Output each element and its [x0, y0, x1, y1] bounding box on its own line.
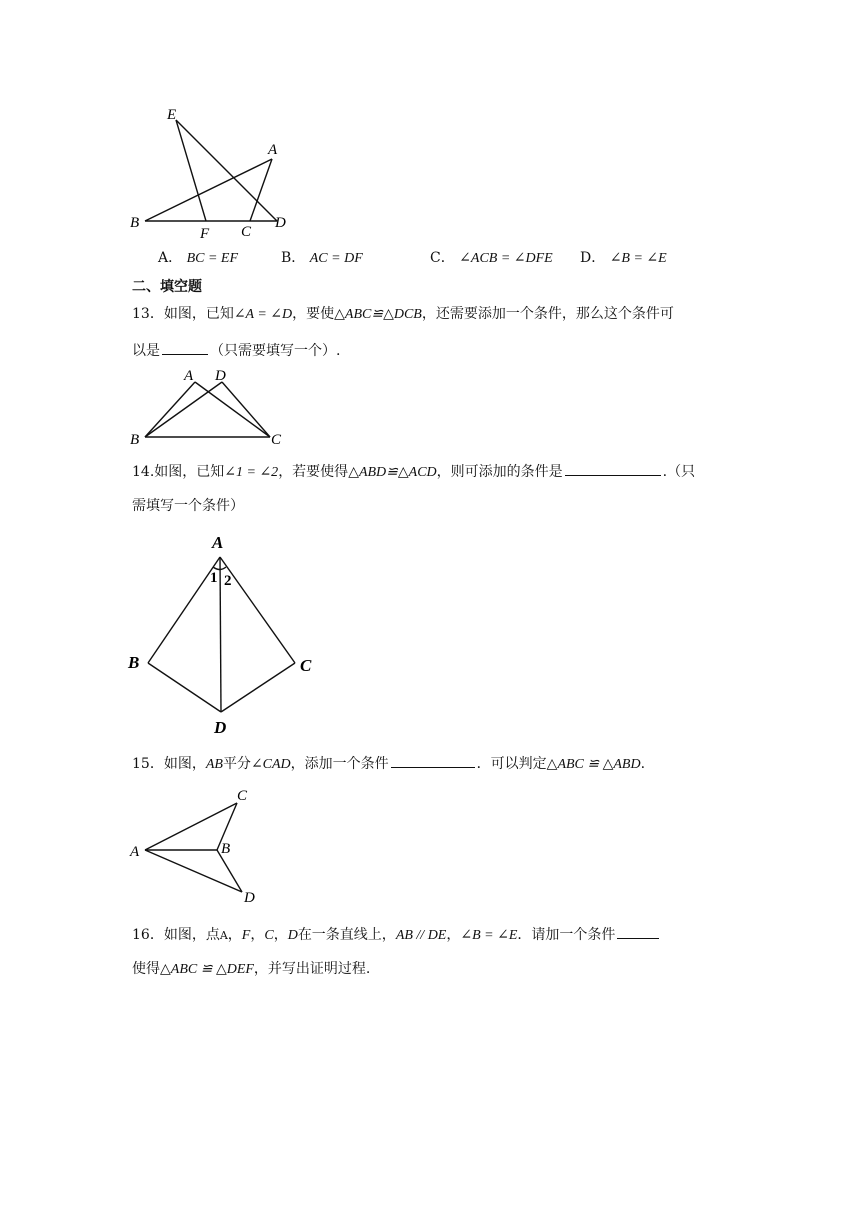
q15-answer-blank[interactable]: [391, 753, 475, 768]
q13-line1: 13．如图，已知∠A = ∠D，要使△ABC≌△DCB，还需要添加一个条件，那么这个条件可: [132, 306, 674, 322]
q14-answer-blank[interactable]: [565, 461, 661, 476]
segment-cd: [221, 663, 295, 712]
label-f: F: [200, 226, 210, 240]
label-c: C: [271, 432, 282, 448]
label-e: E: [167, 107, 177, 123]
label-a: A: [212, 533, 224, 552]
q14-line1: 14.如图，已知∠1 = ∠2，若要使得△ABD≌△ACD，则可添加的条件是 .（只: [132, 461, 695, 483]
q12-option-c: C． ∠ACB = ∠DFE: [430, 250, 553, 266]
segment-dc: [222, 382, 270, 437]
q16-answer-blank[interactable]: [617, 924, 659, 939]
q13-line2: 以是 （只需要填写一个）.: [132, 340, 340, 361]
q13-answer-blank[interactable]: [162, 340, 208, 355]
figure-q15: [125, 785, 275, 910]
label-d: D: [275, 215, 286, 231]
label-a: A: [130, 844, 140, 860]
label-c: C: [300, 656, 312, 675]
figure-q14: [120, 530, 330, 740]
label-d: D: [215, 368, 226, 384]
label-b: B: [221, 841, 231, 857]
section-heading: 二、填空题: [132, 279, 202, 295]
q16-line2: 使得△ABC ≌ △DEF，并写出证明过程.: [132, 961, 371, 977]
q15-line: 15．如图，AB平分∠CAD，添加一个条件 ．可以判定△ABC ≌ △ABD.: [132, 753, 645, 775]
q12-option-d: D． ∠B = ∠E: [580, 250, 667, 266]
segment-ba: [145, 382, 195, 437]
figure-q13: [125, 362, 295, 452]
label-d: D: [244, 890, 255, 906]
label-b: B: [130, 432, 140, 448]
q16-line1: 16．如图，点A，F，C，D在一条直线上，AB // DE，∠B = ∠E．请加一个条件: [132, 924, 661, 946]
label-a: A: [268, 142, 278, 158]
figure-q12: [120, 100, 310, 240]
q12-option-a: A． BC = EF: [158, 250, 239, 266]
q14-line2: 需填写一个条件）: [132, 498, 244, 514]
label-two: 2: [224, 573, 232, 589]
label-c: C: [237, 788, 248, 804]
segment-ac: [195, 382, 270, 437]
label-b: B: [130, 215, 140, 231]
segment-ad: [220, 557, 221, 712]
label-c: C: [241, 224, 252, 240]
segment-bd: [148, 663, 221, 712]
label-b: B: [128, 653, 140, 672]
label-a: A: [184, 368, 194, 384]
segment-bd: [145, 382, 222, 437]
label-d: D: [214, 718, 227, 737]
label-one: 1: [210, 570, 218, 586]
q12-option-b: B． AC = DF: [281, 250, 363, 266]
